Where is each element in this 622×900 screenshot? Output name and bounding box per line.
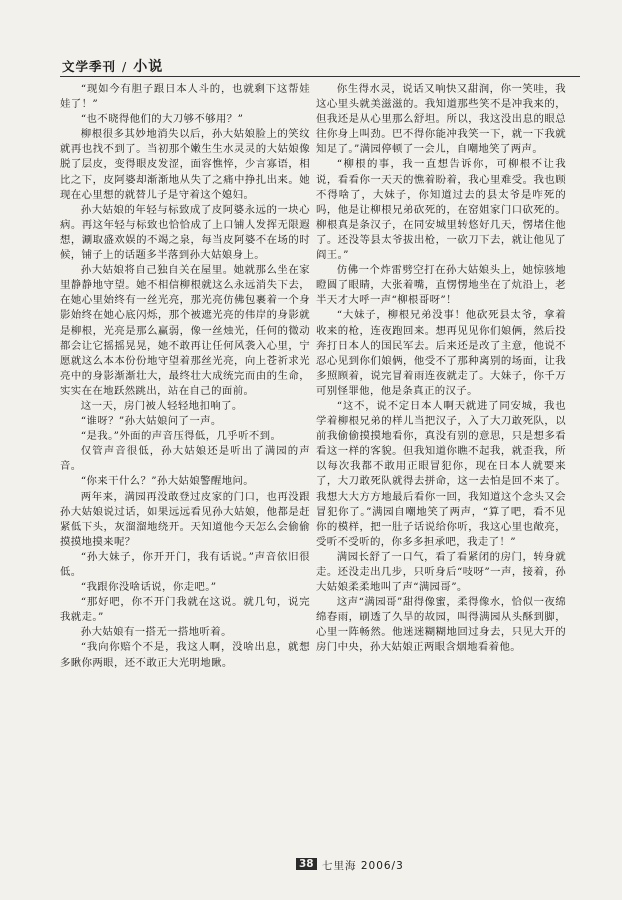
paragraph: “是我。”外面的声音压得低，几乎听不到。 <box>80 430 282 443</box>
page-footer <box>0 858 622 874</box>
paragraph: “大妹子，柳根兄弟没事！他砍死县太爷，拿着收来的枪，连夜跑回来。想再见见你们娘俩，然后投奔打日本人的国民军去。后来还是改了主意，他说不忍心见到你们娘俩，他受不了那种离别的场面，让我多照顾着，说完冒着雨连夜就走了。大妹子，你千万可别怪罪他，他是条真正的汉子。 <box>316 309 566 397</box>
paragraph: 孙大姑娘的年轻与标致成了皮阿婆永远的一块心病。再这年轻与标致也恰恰成了上口铺人发挥无限遐想，涮取盛欢娱的不竭之泉，每当皮阿婆不在场的时候，铺子上的话题多半落到孙大姑娘身上。 <box>60 203 310 262</box>
magazine-name: 文学季刊 <box>62 59 117 74</box>
paragraph: “柳根的事，我一直想告诉你，可柳根不让我说，看看你一天天的憔着盼着，我心里难受。我也顾不得啥了，大妹子，你知道过去的县太爷是咋死的吗，他是让柳根兄弟砍死的，在窑姐家门口砍死的。柳根真是条汉子，在同安城里转悠好几天，愣堵住他了。还没等县太爷拔出枪，一砍刀下去，就让他见了阎王。” <box>316 158 566 262</box>
paragraph: “现如今有胆子跟日本人斗的，也就剩下这帮娃娃了！” <box>60 83 310 111</box>
paragraph: “谁呀？”孙大姑娘问了一声。 <box>80 415 222 428</box>
left-column <box>60 82 310 852</box>
paragraph: “你来干什么？”孙大姑娘警醒地问。 <box>80 475 255 488</box>
journal-issue: 七里海 2006/3 <box>322 860 404 872</box>
section-name: 小说 <box>133 59 164 75</box>
paragraph: 这一天，房门被人轻轻地扣响了。 <box>80 399 243 412</box>
header-rule <box>60 76 580 77</box>
paragraph: “这不，说不定日本人啊天就进了同安城，我也学着柳根兄弟的样儿当把汉子，入了大刀敢死队，以前我偷偷摸摸地看你，真没有别的意思，只是想多看看这一样的客貌。但我知道你瞧不起我，就歪我，所以每次我都不敢用正眼冒犯你，现在日本人就要来了，大刀敢死队就得去拼命，这一去怕是回不来了。我想大大方方地最后看你一回，我知道这个念头又会冒犯你了。”满园自嘲地笑了两声，“算了吧，看不见你的模样，把一肚子话说给你听，我这心里也敞亮，受听不受听的，你多多担承吧，我走了！” <box>316 399 566 548</box>
paragraph: 仅管声音很低，孙大姑娘还是听出了满园的声音。 <box>60 445 310 473</box>
paragraph: “孙大妹子，你开开门，我有话说。”声音依旧很低。 <box>60 550 310 578</box>
paragraph: 两年来，满园再没敢登过皮家的门口，也再没跟孙大姑娘说过话，如果远远看见孙大姑娘，他都是赶紧低下头，灰溜溜地绕开。天知道他今天怎么会偷偷摸摸地摸来呢？ <box>60 490 310 548</box>
paragraph: 仿佛一个炸雷劈空打在孙大姑娘头上，她惊骇地瞪圆了眼睛，大张着嘴，直愣愣地坐在了炕沿上，老半天才大呼一声“柳根哥呀”！ <box>316 264 566 307</box>
paragraph: “我向你赔个不是，我这人啊，没啥出息，就想多瞅你两眼，还不敢正大光明地瞅。 <box>60 641 310 669</box>
paragraph: 孙大姑娘将自己独自关在屋里。她就那么坐在家里静静地守望。她不相信柳根就这么永远消失下去，在她心里始终有一丝光亮，那光亮仿佛包裹着一个身影始终在她心底闪烁，那个被遮光亮的伟岸的身影就是柳根，光亮是那么赢弱，像一丝烛光，任何的微动都会让它摇摇晃晃，她不敢再让任何风袭入心里，宁愿就这么本本份份地守望着那丝光亮，向上苍祈求光亮中的身影渐渐壮大，最终壮大成统完而由的生命，实实在在地跃然跳出，站在自己的面前。 <box>60 264 310 397</box>
header-separator: / <box>122 59 128 74</box>
paragraph: 柳根很多其妙地消失以后，孙大姑娘脸上的笑纹就再也找不到了。当初那个嫩生生水灵灵的大姑娘像脱了层皮，变得眼皮发涩，面容憔悴，少言寡语，相比之下，皮阿婆却渐渐地从失了之痛中挣扎出来。她现在心里想的就替儿子是守着这个媳妇。 <box>60 128 310 201</box>
paragraph: “那好吧，你不开门我就在这说。就几句，说完我就走。” <box>60 596 310 624</box>
paragraph: 满园长舒了一口气，看了看紧闭的房门，转身就走。还没走出几步，只听身后“吱呀”一声，接着，孙大姑娘柔柔地叫了声“满园哥”。 <box>316 550 566 594</box>
right-column <box>316 82 566 852</box>
page-number: 38 <box>296 858 317 870</box>
page-header <box>62 56 572 78</box>
paragraph: “我跟你没啥话说，你走吧。” <box>80 581 217 594</box>
paragraph: 你生得水灵，说话又响快又甜润，你一笑哇，我这心里头就美滋滋的。我知道那些笑不是冲我来的，但我还是从心里那么舒坦。所以，我这没出息的眼总往你身上叫劲。巴不得你能冲我笑一下，就一下我就知足了。”满园停顿了一会儿，自嘲地笑了两声。 <box>316 83 566 156</box>
paragraph: 孙大姑娘有一搭无一搭地听着。 <box>80 626 232 639</box>
paragraph: 这声“满园哥”甜得像蜜，柔得像水，恰似一夜绵绵春雨，刷透了久旱的故园，叫得满园从头酥到脚，心里一阵畅然。他迷迷糊糊地回过身去，只见大开的房门中央，孙大姑娘正两眼含烟地看着他。 <box>316 596 566 654</box>
paragraph: “也不晓得他们的大刀够不够用？” <box>80 113 244 126</box>
